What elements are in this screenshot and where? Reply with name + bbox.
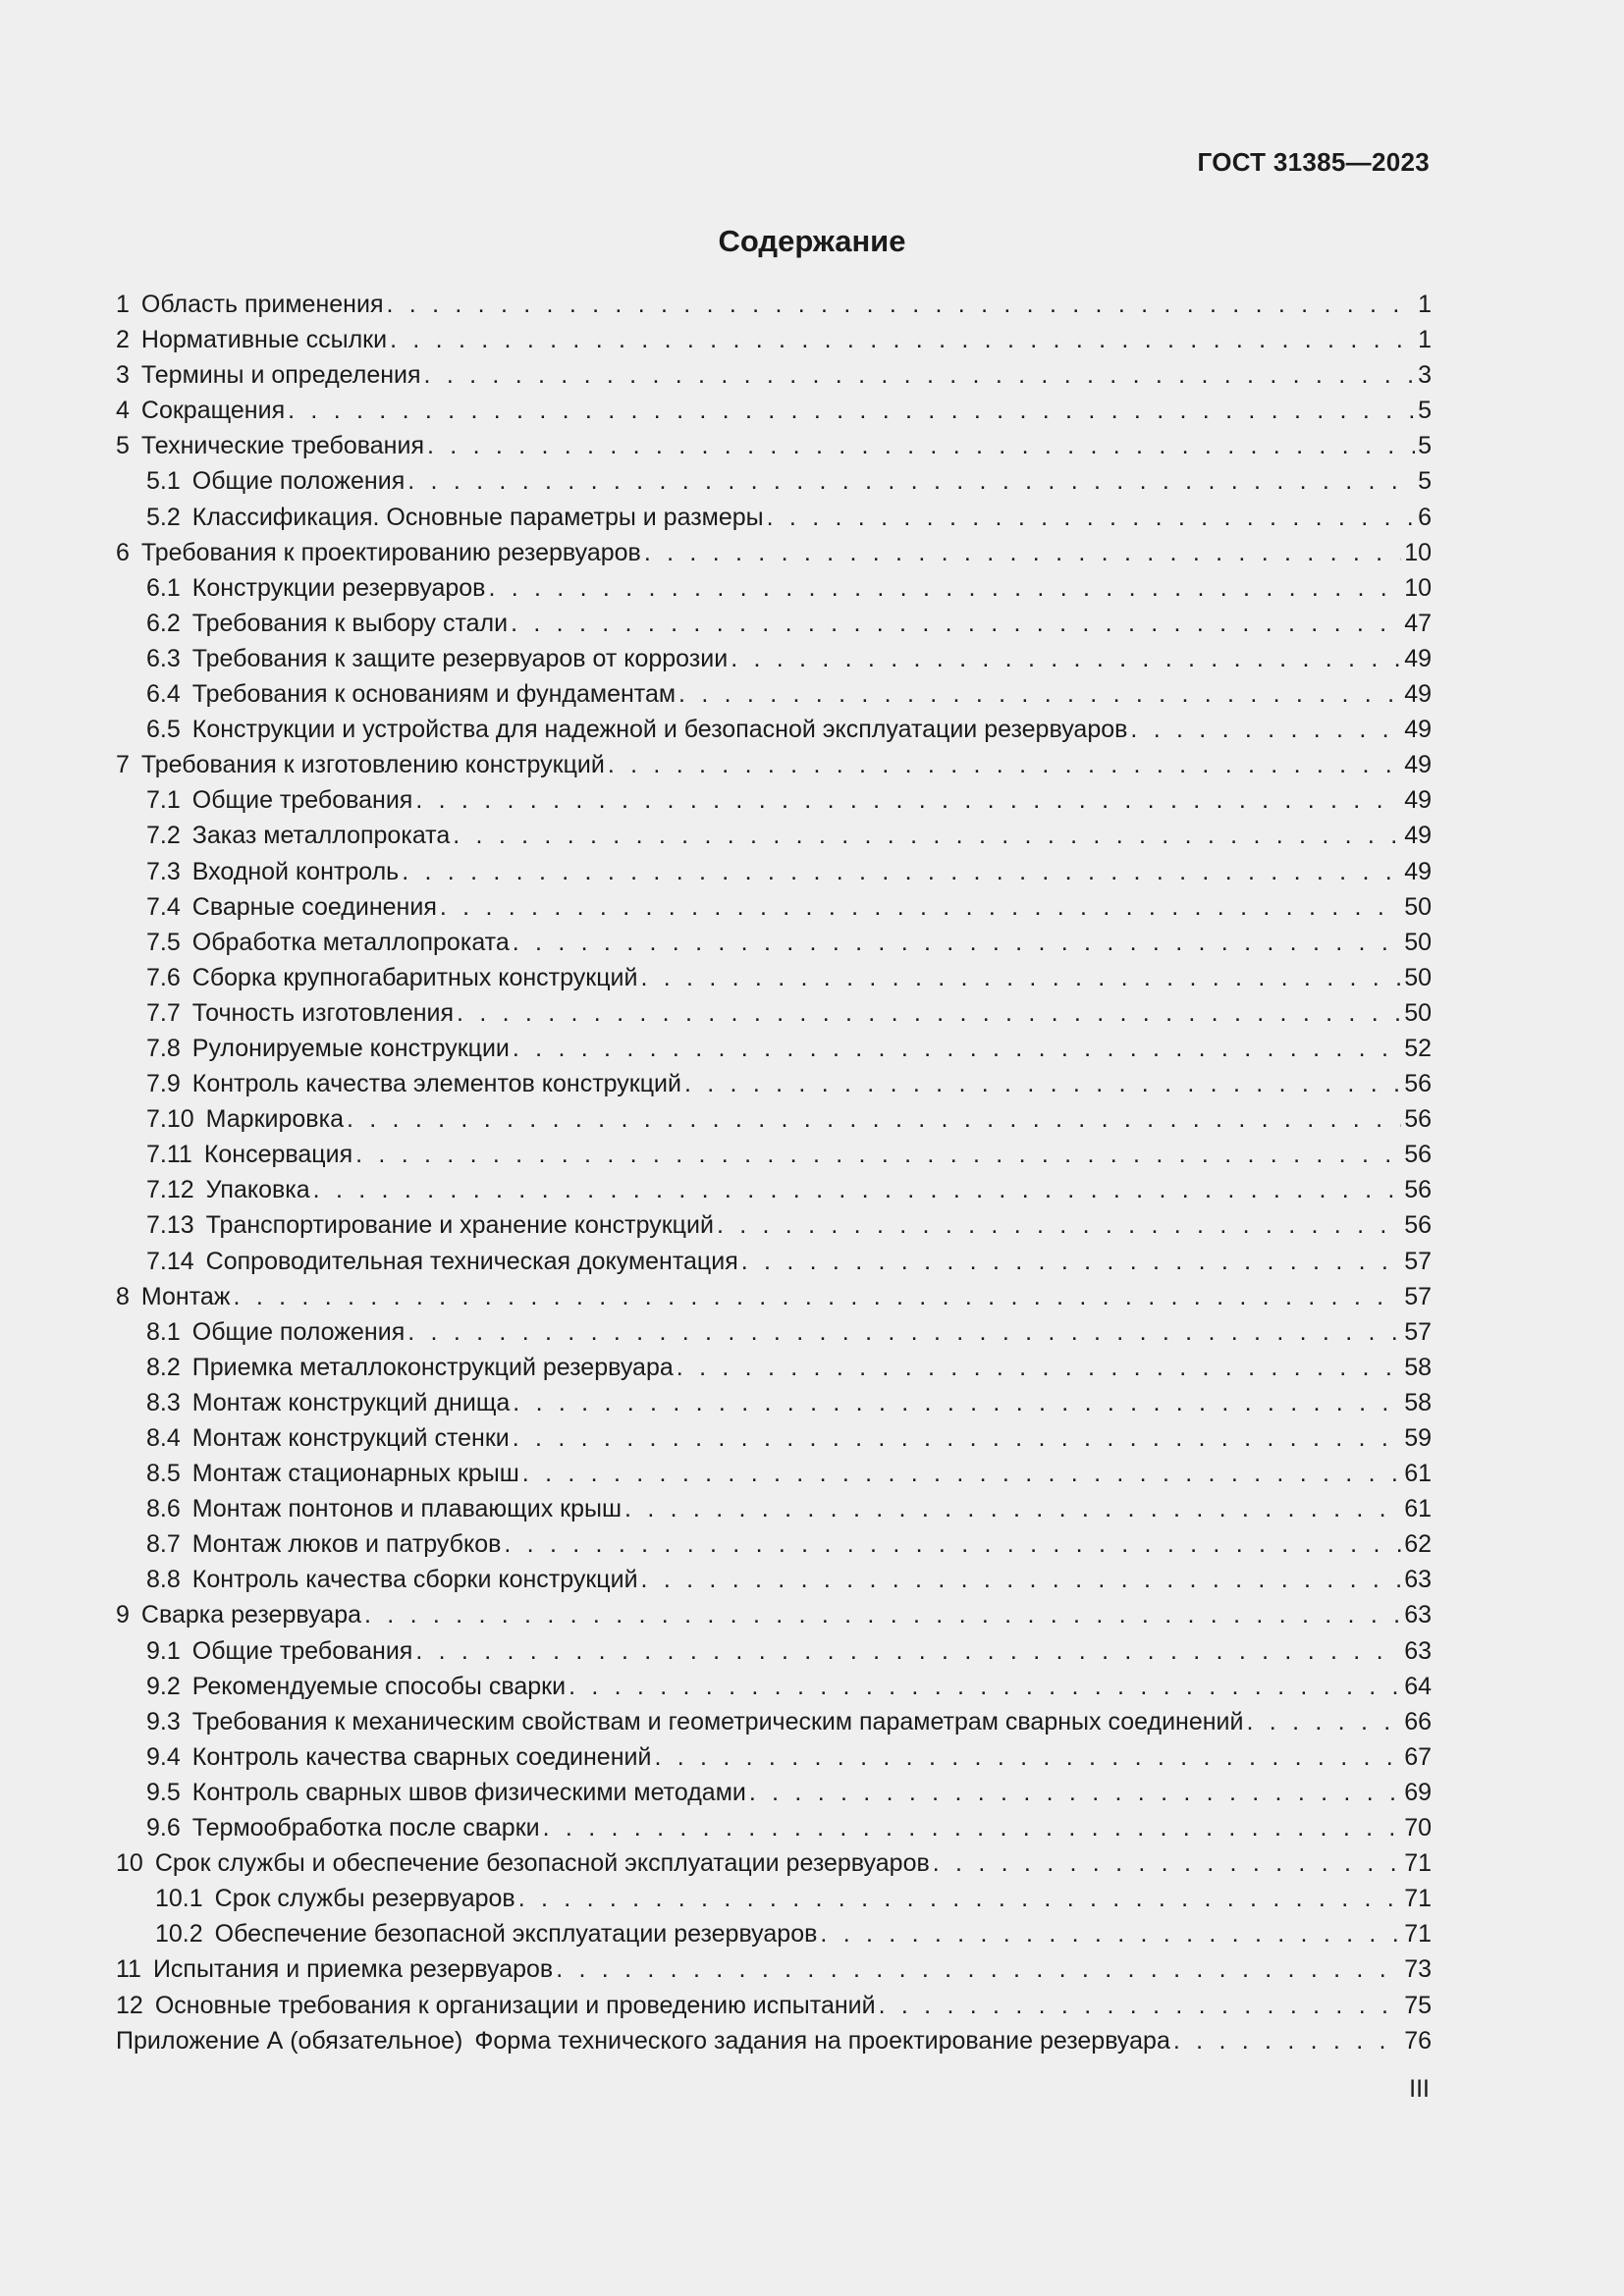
toc-dot-leader bbox=[741, 1244, 1401, 1279]
toc-entry[interactable] bbox=[116, 393, 1432, 428]
toc-entry-title: Срок службы и обеспечение безопасной эксплуатации резервуаров bbox=[154, 1849, 930, 1878]
toc-entry-number: 7.7 bbox=[146, 998, 181, 1027]
toc-entry-title: Обеспечение безопасной эксплуатации резервуаров bbox=[214, 1920, 818, 1949]
toc-dot-leader bbox=[1246, 1704, 1401, 1739]
toc-entry[interactable] bbox=[116, 925, 1432, 960]
toc-entry-page: 56 bbox=[1404, 1105, 1432, 1134]
toc-entry-number: 6.1 bbox=[146, 573, 181, 602]
toc-entry-title: Технические требования bbox=[140, 432, 424, 460]
toc-entry-number: 1 bbox=[116, 291, 130, 318]
toc-entry-page: 1 bbox=[1418, 326, 1432, 354]
toc-entry-page: 61 bbox=[1404, 1495, 1432, 1523]
toc-entry-title: Заказ металлопроката bbox=[191, 822, 451, 850]
toc-entry[interactable] bbox=[116, 1350, 1432, 1385]
toc-dot-leader bbox=[390, 322, 1415, 357]
toc-entry-title: Испытания и приемка резервуаров bbox=[152, 1955, 554, 1984]
toc-entry-number: 8.3 bbox=[146, 1388, 181, 1416]
toc-entry-number: Приложение А (обязательное) bbox=[116, 2026, 463, 2055]
toc-entry-page: 57 bbox=[1404, 1317, 1432, 1346]
toc-entry[interactable] bbox=[116, 1279, 1432, 1314]
toc-entry-number: 7.4 bbox=[146, 892, 181, 921]
toc-dot-leader bbox=[402, 854, 1401, 889]
toc-entry-title: Общие требования bbox=[191, 786, 413, 815]
toc-entry-number: 9.5 bbox=[146, 1778, 181, 1806]
toc-entry[interactable] bbox=[116, 1172, 1432, 1207]
toc-dot-leader bbox=[513, 1385, 1401, 1420]
toc-entry-page: 5 bbox=[1418, 397, 1432, 425]
toc-dot-leader bbox=[288, 393, 1415, 428]
toc-entry-page: 50 bbox=[1404, 892, 1432, 921]
toc-entry-number: 7.11 bbox=[146, 1141, 192, 1169]
toc-entry-page: 52 bbox=[1404, 1034, 1432, 1062]
toc-entry-title: Форма технического задания на проектирование резервуара bbox=[474, 2026, 1170, 2055]
toc-entry-title: Транспортирование и хранение конструкций bbox=[205, 1211, 714, 1240]
toc-dot-leader bbox=[386, 287, 1415, 322]
toc-entry-number: 4 bbox=[116, 397, 130, 425]
toc-entry-number: 7.3 bbox=[146, 857, 181, 885]
toc-entry-page: 64 bbox=[1404, 1672, 1432, 1700]
toc-entry-title: Рекомендуемые способы сварки bbox=[191, 1672, 567, 1700]
toc-entry-page: 6 bbox=[1418, 503, 1432, 531]
toc-entry-title: Монтаж конструкций стенки bbox=[191, 1424, 510, 1452]
toc-entry-page: 47 bbox=[1404, 609, 1432, 637]
toc-entry[interactable] bbox=[116, 287, 1432, 322]
toc-entry-page: 76 bbox=[1404, 2026, 1432, 2055]
toc-entry-number: 9.6 bbox=[146, 1814, 181, 1842]
toc-entry[interactable] bbox=[116, 1775, 1432, 1810]
toc-entry-title: Термообработка после сварки bbox=[191, 1814, 540, 1842]
toc-entry-number: 2 bbox=[116, 326, 130, 354]
toc-entry-page: 57 bbox=[1404, 1247, 1432, 1275]
toc-entry[interactable] bbox=[116, 428, 1432, 463]
toc-entry[interactable] bbox=[116, 1562, 1432, 1597]
toc-entry-number: 8.5 bbox=[146, 1460, 181, 1488]
toc-entry-title: Сопроводительная техническая документация bbox=[205, 1247, 738, 1275]
toc-entry-number: 7.5 bbox=[146, 928, 181, 956]
toc-entry-title: Обработка металлопроката bbox=[191, 928, 510, 956]
toc-entry-title: Конструкции резервуаров bbox=[191, 573, 486, 602]
toc-entry-number: 10.2 bbox=[155, 1920, 203, 1949]
toc-entry-page: 50 bbox=[1404, 998, 1432, 1027]
toc-dot-leader bbox=[234, 1279, 1402, 1314]
toc-dot-leader bbox=[513, 1031, 1401, 1066]
toc-dot-leader bbox=[731, 641, 1401, 676]
toc-entry-title: Срок службы резервуаров bbox=[214, 1885, 515, 1913]
toc-entry-page: 49 bbox=[1404, 857, 1432, 885]
toc-entry-title: Маркировка bbox=[205, 1105, 344, 1134]
toc-dot-leader bbox=[313, 1172, 1402, 1207]
toc-entry[interactable] bbox=[116, 1101, 1432, 1137]
toc-entry-number: 7.2 bbox=[146, 822, 181, 850]
toc-entry-number: 7.9 bbox=[146, 1070, 181, 1098]
toc-entry[interactable] bbox=[116, 1137, 1432, 1172]
toc-dot-leader bbox=[407, 463, 1415, 499]
toc-entry-title: Монтаж люков и патрубков bbox=[191, 1530, 502, 1559]
toc-entry[interactable] bbox=[116, 641, 1432, 676]
toc-entry-number: 8.2 bbox=[146, 1353, 181, 1381]
toc-entry-number: 8 bbox=[116, 1282, 130, 1310]
toc-entry-number: 8.7 bbox=[146, 1530, 181, 1559]
toc-dot-leader bbox=[513, 1420, 1401, 1456]
toc-entry-page: 49 bbox=[1404, 751, 1432, 779]
toc-entry[interactable] bbox=[116, 1633, 1432, 1669]
toc-entry-number: 11 bbox=[116, 1955, 141, 1984]
toc-dot-leader bbox=[518, 1881, 1401, 1916]
toc-entry-page: 63 bbox=[1404, 1566, 1432, 1594]
toc-entry-page: 58 bbox=[1404, 1388, 1432, 1416]
toc-entry[interactable] bbox=[116, 1314, 1432, 1350]
toc-dot-leader bbox=[453, 818, 1401, 853]
toc-dot-leader bbox=[1130, 712, 1401, 747]
toc-entry[interactable] bbox=[116, 1207, 1432, 1243]
toc-entry-title: Рулонируемые конструкции bbox=[191, 1034, 510, 1062]
toc-entry[interactable] bbox=[116, 1988, 1432, 2023]
toc-entry[interactable] bbox=[116, 1704, 1432, 1739]
toc-entry-title: Сборка крупногабаритных конструкций bbox=[191, 963, 638, 991]
toc-entry-title: Требования к защите резервуаров от коррозии bbox=[191, 644, 729, 672]
toc-dot-leader bbox=[415, 782, 1401, 818]
toc-dot-leader bbox=[427, 428, 1415, 463]
toc-entry-number: 10 bbox=[116, 1849, 143, 1878]
toc-entry[interactable] bbox=[116, 2023, 1432, 2058]
toc-entry-number: 6.5 bbox=[146, 716, 181, 744]
toc-entry[interactable] bbox=[116, 535, 1432, 570]
toc-entry[interactable] bbox=[116, 960, 1432, 995]
toc-entry-page: 63 bbox=[1404, 1601, 1432, 1629]
toc-entry-number: 10.1 bbox=[155, 1885, 203, 1913]
toc-entry[interactable] bbox=[116, 1669, 1432, 1704]
toc-entry-page: 62 bbox=[1404, 1530, 1432, 1559]
toc-entry[interactable] bbox=[116, 1916, 1432, 1951]
toc-entry-title: Монтаж стационарных крыш bbox=[191, 1460, 519, 1488]
toc-dot-leader bbox=[767, 500, 1415, 535]
toc-entry-page: 66 bbox=[1404, 1707, 1432, 1735]
toc-entry-title: Сокращения bbox=[140, 397, 286, 425]
toc-dot-leader bbox=[654, 1739, 1401, 1775]
toc-entry-page: 1 bbox=[1418, 291, 1432, 318]
toc-dot-leader bbox=[568, 1669, 1401, 1704]
toc-dot-leader bbox=[522, 1456, 1401, 1491]
toc-entry-page: 49 bbox=[1404, 680, 1432, 709]
toc-entry-number: 7.14 bbox=[146, 1247, 194, 1275]
toc-entry-number: 8.8 bbox=[146, 1566, 181, 1594]
toc-dot-leader bbox=[556, 1951, 1401, 1987]
toc-entry-title: Конструкции и устройства для надежной и безопасной эксплуатации резервуаров bbox=[191, 716, 1128, 744]
toc-entry-title: Термины и определения bbox=[140, 361, 421, 390]
toc-entry-page: 50 bbox=[1404, 963, 1432, 991]
toc-entry-number: 6.2 bbox=[146, 609, 181, 637]
toc-entry[interactable] bbox=[116, 1491, 1432, 1526]
toc-entry-page: 63 bbox=[1404, 1636, 1432, 1665]
toc-entry-page: 59 bbox=[1404, 1424, 1432, 1452]
toc-dot-leader bbox=[879, 1988, 1402, 2023]
toc-entry-title: Входной контроль bbox=[191, 857, 400, 885]
toc-entry-title: Упаковка bbox=[205, 1176, 310, 1204]
toc-entry-number: 12 bbox=[116, 1991, 143, 2019]
toc-entry-title: Контроль сварных швов физическими методами bbox=[191, 1778, 746, 1806]
toc-dot-leader bbox=[407, 1314, 1401, 1350]
toc-entry-page: 49 bbox=[1404, 786, 1432, 815]
toc-entry[interactable] bbox=[116, 747, 1432, 782]
toc-entry-page: 57 bbox=[1404, 1282, 1432, 1310]
toc-entry-title: Точность изготовления bbox=[191, 998, 455, 1027]
toc-entry[interactable] bbox=[116, 570, 1432, 606]
toc-entry-page: 50 bbox=[1404, 928, 1432, 956]
toc-entry-number: 7.8 bbox=[146, 1034, 181, 1062]
toc-entry-title: Требования к основаниям и фундаментам bbox=[191, 680, 677, 709]
toc-entry-title: Монтаж понтонов и плавающих крыш bbox=[191, 1495, 623, 1523]
toc-entry-page: 49 bbox=[1404, 822, 1432, 850]
toc-entry[interactable] bbox=[116, 854, 1432, 889]
toc-entry-page: 56 bbox=[1404, 1176, 1432, 1204]
toc-dot-leader bbox=[415, 1633, 1401, 1669]
toc-entry-title: Общие положения bbox=[191, 1317, 406, 1346]
toc-entry-title: Контроль качества элементов конструкций bbox=[191, 1070, 681, 1098]
toc-entry-page: 67 bbox=[1404, 1742, 1432, 1771]
toc-dot-leader bbox=[513, 925, 1401, 960]
toc-dot-leader bbox=[511, 606, 1401, 641]
toc-entry-title: Требования к механическим свойствам и геометрическим параметрам сварных соединений bbox=[191, 1707, 1244, 1735]
document-code: ГОСТ 31385—2023 bbox=[1197, 147, 1430, 177]
toc-entry-number: 6 bbox=[116, 538, 130, 566]
toc-entry-number: 6.4 bbox=[146, 680, 181, 709]
toc-entry-page: 56 bbox=[1404, 1211, 1432, 1240]
toc-entry-page: 49 bbox=[1404, 644, 1432, 672]
toc-entry-title: Контроль качества сварных соединений bbox=[191, 1742, 652, 1771]
toc-entry-page: 71 bbox=[1404, 1849, 1432, 1878]
toc-entry-number: 6.3 bbox=[146, 644, 181, 672]
toc-entry-title: Основные требования к организации и проведению испытаний bbox=[154, 1991, 876, 2019]
toc-entry-number: 9.4 bbox=[146, 1742, 181, 1771]
toc-entry-title: Сварка резервуара bbox=[140, 1601, 362, 1629]
toc-entry-title: Контроль качества сборки конструкций bbox=[191, 1566, 638, 1594]
toc-dot-leader bbox=[820, 1916, 1401, 1951]
toc-entry[interactable] bbox=[116, 712, 1432, 747]
toc-entry-title: Область применения bbox=[140, 291, 384, 318]
toc-entry-page: 10 bbox=[1404, 538, 1432, 566]
toc-entry-page: 71 bbox=[1404, 1920, 1432, 1949]
toc-dot-leader bbox=[933, 1845, 1401, 1881]
toc-entry-title: Консервация bbox=[203, 1141, 353, 1169]
toc-entry[interactable] bbox=[116, 1066, 1432, 1101]
toc-entry-title: Приемка металлоконструкций резервуара bbox=[191, 1353, 674, 1381]
toc-entry-number: 9.2 bbox=[146, 1672, 181, 1700]
toc-dot-leader bbox=[355, 1137, 1401, 1172]
toc-entry-title: Нормативные ссылки bbox=[140, 326, 388, 354]
toc-entry[interactable] bbox=[116, 1951, 1432, 1987]
toc-entry-title: Общие положения bbox=[191, 467, 406, 496]
toc-entry-number: 5.2 bbox=[146, 503, 181, 531]
table-of-contents bbox=[116, 287, 1432, 2058]
toc-entry-number: 7.6 bbox=[146, 963, 181, 991]
page-number: III bbox=[1409, 2075, 1430, 2103]
toc-entry[interactable] bbox=[116, 995, 1432, 1031]
toc-dot-leader bbox=[440, 889, 1401, 925]
toc-dot-leader bbox=[640, 960, 1401, 995]
toc-entry[interactable] bbox=[116, 1526, 1432, 1562]
toc-entry[interactable] bbox=[116, 357, 1432, 393]
toc-entry[interactable] bbox=[116, 1881, 1432, 1916]
toc-dot-leader bbox=[678, 676, 1401, 712]
toc-entry-number: 9.3 bbox=[146, 1707, 181, 1735]
toc-entry-page: 70 bbox=[1404, 1814, 1432, 1842]
toc-entry[interactable] bbox=[116, 1597, 1432, 1632]
toc-dot-leader bbox=[749, 1775, 1401, 1810]
toc-entry-title: Требования к выбору стали bbox=[191, 609, 509, 637]
toc-dot-leader bbox=[717, 1207, 1401, 1243]
toc-entry[interactable] bbox=[116, 1420, 1432, 1456]
toc-entry[interactable] bbox=[116, 463, 1432, 499]
toc-entry[interactable] bbox=[116, 500, 1432, 535]
toc-dot-leader bbox=[504, 1526, 1401, 1562]
toc-entry-page: 69 bbox=[1404, 1778, 1432, 1806]
toc-entry[interactable] bbox=[116, 1385, 1432, 1420]
toc-dot-leader bbox=[347, 1101, 1401, 1137]
toc-entry-number: 9 bbox=[116, 1601, 130, 1629]
toc-entry-number: 7.1 bbox=[146, 786, 181, 815]
toc-entry-page: 56 bbox=[1404, 1070, 1432, 1098]
toc-dot-leader bbox=[644, 535, 1401, 570]
toc-entry-number: 8.1 bbox=[146, 1317, 181, 1346]
toc-entry[interactable] bbox=[116, 889, 1432, 925]
toc-entry[interactable] bbox=[116, 1031, 1432, 1066]
toc-entry-title: Требования к изготовлению конструкций bbox=[140, 751, 605, 779]
toc-entry[interactable] bbox=[116, 1739, 1432, 1775]
toc-entry-page: 3 bbox=[1418, 361, 1432, 390]
toc-entry[interactable] bbox=[116, 782, 1432, 818]
toc-entry-number: 5.1 bbox=[146, 467, 181, 496]
toc-entry-title: Монтаж конструкций днища bbox=[191, 1388, 511, 1416]
toc-dot-leader bbox=[457, 995, 1401, 1031]
toc-dot-leader bbox=[1173, 2023, 1401, 2058]
toc-entry-title: Сварные соединения bbox=[191, 892, 437, 921]
toc-entry-number: 9.1 bbox=[146, 1636, 181, 1665]
toc-entry-title: Классификация. Основные параметры и размеры bbox=[191, 503, 764, 531]
toc-dot-leader bbox=[364, 1597, 1401, 1632]
toc-entry-number: 8.6 bbox=[146, 1495, 181, 1523]
toc-entry[interactable] bbox=[116, 1244, 1432, 1279]
toc-entry-page: 73 bbox=[1404, 1955, 1432, 1984]
page-title: Содержание bbox=[718, 224, 906, 258]
toc-entry-page: 61 bbox=[1404, 1460, 1432, 1488]
toc-entry-page: 49 bbox=[1404, 716, 1432, 744]
toc-entry-number: 7.13 bbox=[146, 1211, 194, 1240]
toc-dot-leader bbox=[424, 357, 1416, 393]
toc-dot-leader bbox=[624, 1491, 1401, 1526]
toc-entry-title: Общие требования bbox=[191, 1636, 413, 1665]
toc-dot-leader bbox=[608, 747, 1401, 782]
toc-entry-number: 3 bbox=[116, 361, 130, 390]
toc-entry[interactable] bbox=[116, 606, 1432, 641]
toc-entry[interactable] bbox=[116, 1456, 1432, 1491]
toc-dot-leader bbox=[677, 1350, 1401, 1385]
toc-entry-page: 5 bbox=[1418, 467, 1432, 496]
toc-entry-number: 8.4 bbox=[146, 1424, 181, 1452]
toc-dot-leader bbox=[641, 1562, 1402, 1597]
toc-dot-leader bbox=[488, 570, 1401, 606]
toc-entry-page: 5 bbox=[1418, 432, 1432, 460]
toc-entry-page: 71 bbox=[1404, 1885, 1432, 1913]
toc-entry-number: 7 bbox=[116, 751, 130, 779]
toc-entry[interactable] bbox=[116, 1810, 1432, 1845]
toc-entry-title: Требования к проектированию резервуаров bbox=[140, 538, 641, 566]
toc-entry-page: 58 bbox=[1404, 1353, 1432, 1381]
toc-entry-page: 56 bbox=[1404, 1141, 1432, 1169]
toc-entry[interactable] bbox=[116, 676, 1432, 712]
toc-entry-page: 10 bbox=[1404, 573, 1432, 602]
toc-entry-title: Монтаж bbox=[140, 1282, 231, 1310]
toc-entry-page: 75 bbox=[1404, 1991, 1432, 2019]
toc-entry-number: 7.10 bbox=[146, 1105, 194, 1134]
toc-entry[interactable] bbox=[116, 322, 1432, 357]
toc-entry-number: 5 bbox=[116, 432, 130, 460]
toc-dot-leader bbox=[684, 1066, 1401, 1101]
toc-dot-leader bbox=[543, 1810, 1402, 1845]
toc-entry[interactable] bbox=[116, 1845, 1432, 1881]
toc-entry[interactable] bbox=[116, 818, 1432, 853]
toc-entry-number: 7.12 bbox=[146, 1176, 194, 1204]
